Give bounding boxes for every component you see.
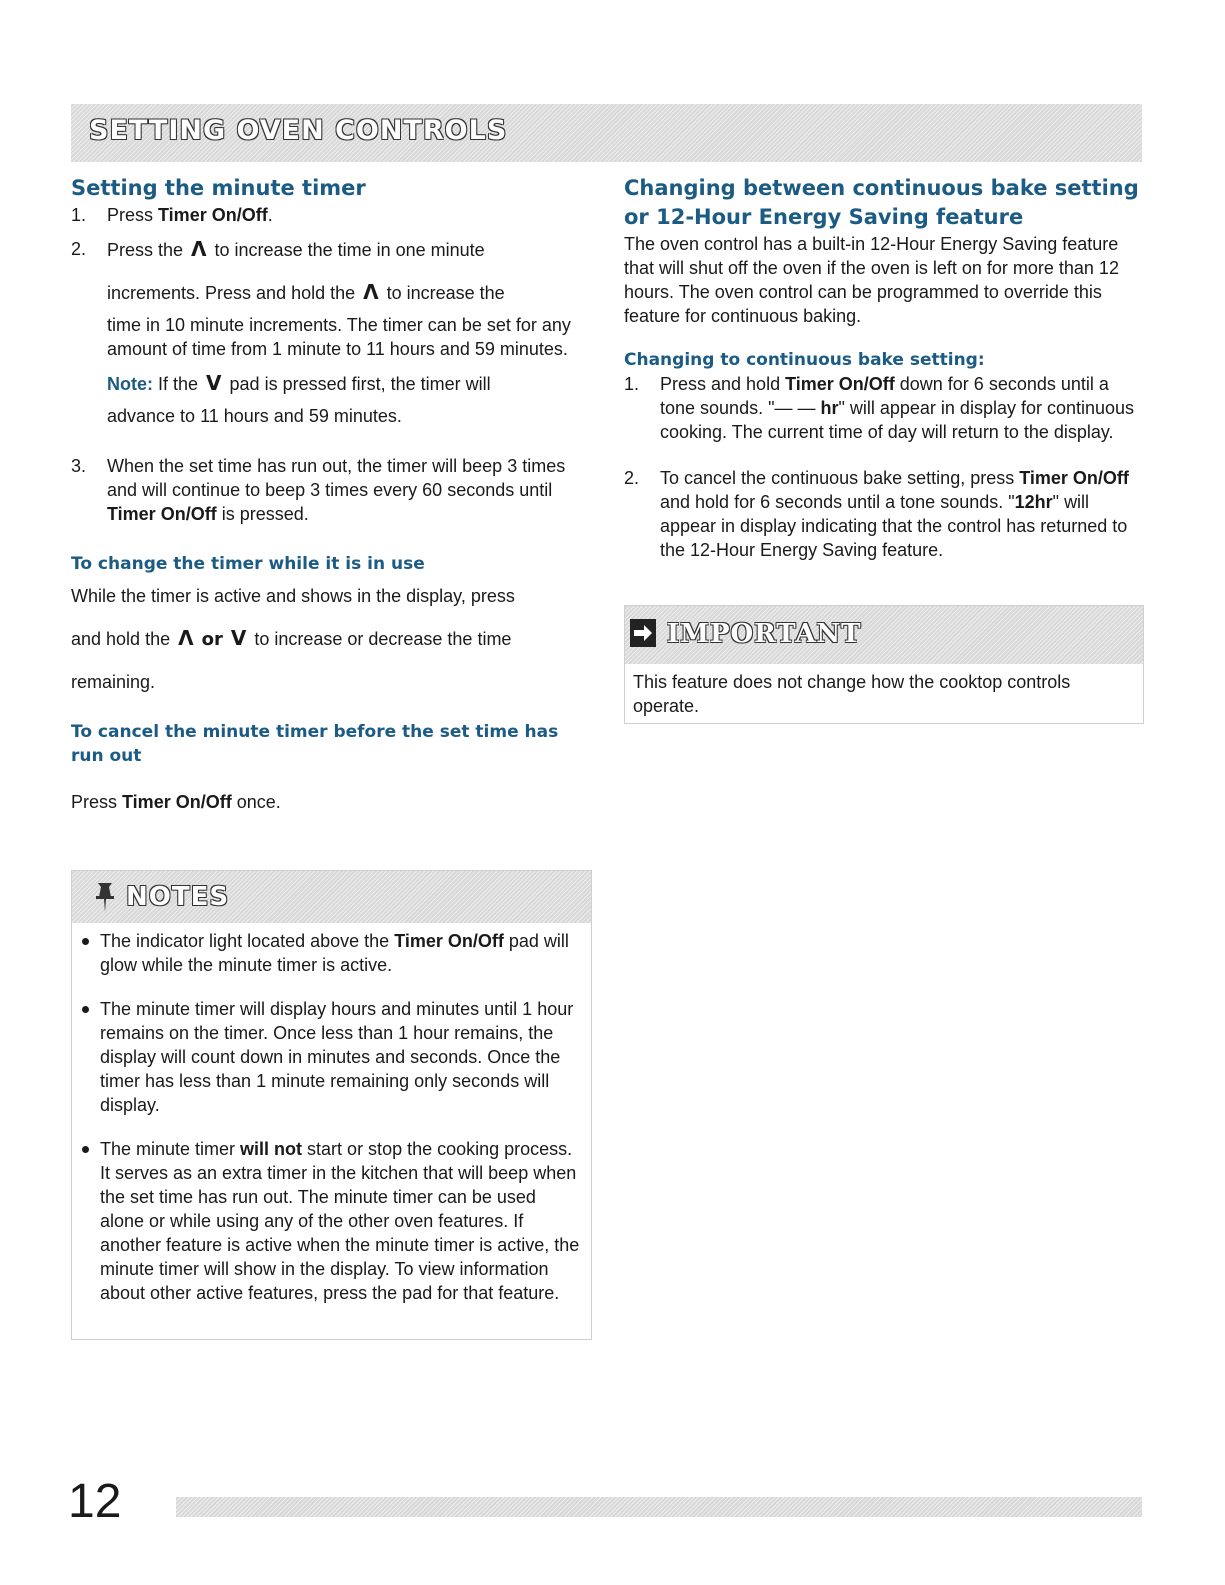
continuous-bake-heading: Changing between continuous bake setting or 12-Hour Energy Saving feature	[624, 176, 1139, 229]
cancel-timer-heading: To cancel the minute timer before the set time has run out	[71, 722, 559, 766]
note-text: The indicator light located above the	[100, 931, 395, 951]
note-bold: Timer On/Off	[394, 931, 504, 951]
minute-timer-heading: Setting the minute timer	[71, 176, 366, 200]
text: and hold the	[71, 629, 171, 649]
important-title: IMPORTANT	[667, 619, 862, 649]
note-text: The minute timer	[100, 1139, 241, 1159]
note-item	[80, 997, 581, 1117]
down-arrow-icon: V	[206, 371, 222, 395]
footer-bar	[176, 1497, 1142, 1517]
bullet-icon	[82, 938, 89, 945]
step-text: Press	[107, 205, 159, 225]
step-2-note	[107, 371, 591, 396]
text-end: once.	[231, 792, 281, 812]
note-text-end: pad will glow while the minute timer is active.	[100, 931, 569, 975]
step-text-end: is pressed.	[216, 504, 309, 524]
display-hr-label: hr	[820, 398, 839, 418]
step-2-continuation	[107, 280, 591, 305]
section-title: SETTING OVEN CONTROLS	[89, 115, 508, 146]
step-text-end: to increase the	[386, 283, 505, 303]
notes-title: NOTES	[126, 882, 230, 912]
important-text: This feature does not change how the cooktop controls operate.	[633, 672, 1071, 716]
note-text-end: pad is pressed first, the timer will	[229, 374, 491, 394]
step-number: 3.	[71, 456, 87, 476]
note-text: If the	[158, 374, 199, 394]
step-text-mid: down for 6 seconds until a tone sounds. "— —	[660, 374, 1109, 418]
step-bold: Timer On/Off	[1019, 468, 1129, 488]
left-column	[71, 174, 591, 814]
step-1	[624, 372, 1144, 444]
step-2	[71, 237, 591, 428]
step-2-detail: time in 10 minute increments. The timer can be set for any amount of time from 1 minute to 11 hours and 59 minutes.	[107, 315, 571, 359]
change-timer-heading: To change the timer while it is in use	[71, 554, 425, 574]
note-item	[80, 929, 581, 977]
notes-list	[72, 923, 591, 1305]
step-bold: Timer On/Off	[158, 205, 268, 225]
minute-timer-steps	[71, 203, 591, 526]
step-number: 2.	[624, 468, 640, 488]
change-timer-text-3: remaining.	[71, 672, 156, 692]
note-item	[80, 1137, 581, 1305]
down-arrow-icon: V	[230, 626, 247, 650]
up-arrow-icon: Λ	[363, 280, 379, 304]
bullet-icon	[82, 1146, 89, 1153]
step-number: 1.	[624, 374, 640, 394]
step-number: 2.	[71, 239, 87, 259]
or-label: or	[201, 629, 223, 650]
step-text-end: " will appear in display for continuous cooking. The current time of day will return to the display.	[660, 398, 1135, 442]
display-12hr-label: 12hr	[1014, 492, 1053, 512]
step-text: Press and hold	[660, 374, 786, 394]
step-text: Press the	[107, 240, 184, 260]
section-banner	[71, 104, 1142, 162]
change-timer-text-2	[71, 626, 591, 652]
step-text-end: " will appear in display indicating that the control has returned to the 12-Hour Energy Saving feature.	[660, 492, 1128, 560]
step-text-mid: and hold for 6 seconds until a tone sounds. "	[660, 492, 1015, 512]
text-end: to increase or decrease the time	[254, 629, 512, 649]
step-bold: Timer On/Off	[785, 374, 895, 394]
notes-header	[72, 871, 591, 923]
page-number: 12	[68, 1475, 122, 1528]
continuous-bake-steps	[624, 372, 1144, 562]
right-column	[624, 174, 1144, 562]
note-text-end: start or stop the cooking process. It serves as an extra timer in the kitchen that will beep when the set time has run out. The minute timer can be used alone or while using any of the other oven features. If another feature is active when the minute timer is active, the minute timer will show in the display. To view information about other active features, press the pad for that feature.	[100, 1139, 580, 1303]
step-text: When the set time has run out, the timer will beep 3 times and will continue to beep 3 times every 60 seconds until	[107, 456, 566, 500]
pushpin-icon	[92, 881, 118, 913]
note-continuation: advance to 11 hours and 59 minutes.	[107, 406, 402, 426]
step-text-end: to increase the time in one minute	[214, 240, 485, 260]
bullet-icon	[82, 1006, 89, 1013]
bold-text: Timer On/Off	[122, 792, 232, 812]
step-bold: Timer On/Off	[107, 504, 217, 524]
continuous-bake-intro: The oven control has a built-in 12-Hour Energy Saving feature that will shut off the oven if the oven is left on for more than 12 hours. The oven control can be programmed to override this feature for continuous baking.	[624, 234, 1119, 326]
cancel-timer-text	[71, 790, 591, 814]
step-text: To cancel the continuous bake setting, press	[660, 468, 1020, 488]
note-label: Note:	[107, 374, 153, 394]
change-timer-text-1: While the timer is active and shows in the display, press	[71, 586, 515, 606]
important-header	[625, 606, 1143, 664]
continuous-bake-subheading: Changing to continuous bake setting:	[624, 350, 985, 370]
up-arrow-icon: Λ	[191, 237, 207, 261]
step-3	[71, 454, 591, 526]
step-2	[624, 466, 1144, 562]
step-text-end: .	[267, 205, 273, 225]
step-1	[71, 203, 591, 227]
step-number: 1.	[71, 205, 87, 225]
up-arrow-icon: Λ	[178, 626, 194, 650]
arrow-right-icon	[630, 619, 656, 647]
note-text: The minute timer will display hours and minutes until 1 hour remains on the timer. Once less than 1 hour remains, the display will count down in minutes and seconds. Once the timer has less than 1 minute remaining only seconds will display.	[100, 999, 574, 1115]
note-bold: will not	[240, 1139, 303, 1159]
text: Press	[71, 792, 123, 812]
notes-box	[71, 870, 592, 1340]
step-text: increments. Press and hold the	[107, 283, 356, 303]
important-box	[624, 605, 1144, 724]
